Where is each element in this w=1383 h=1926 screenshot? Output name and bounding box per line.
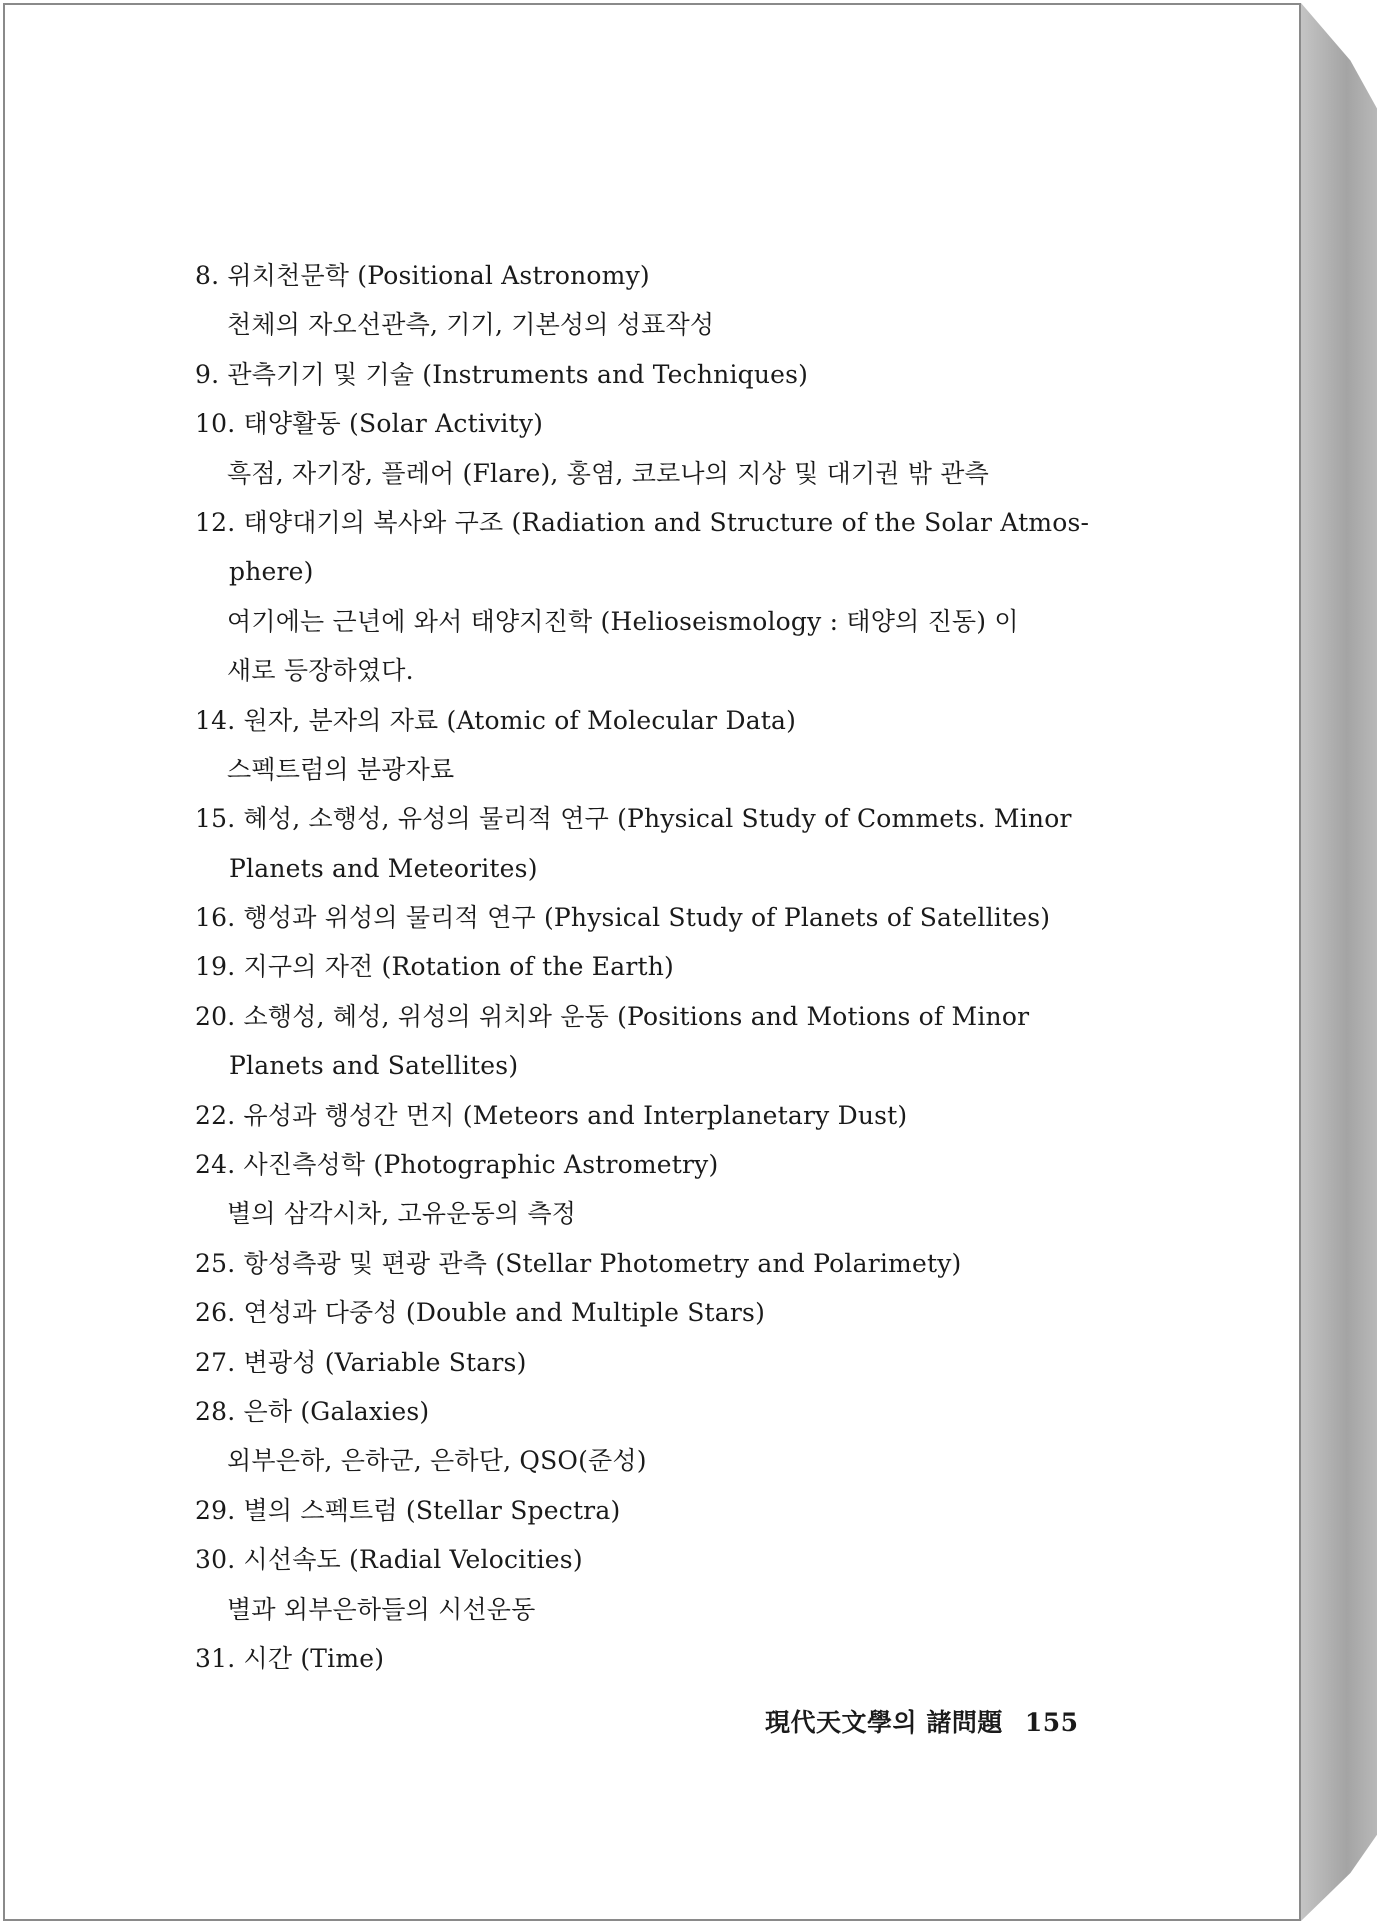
list-item-description: 외부은하, 은하군, 은하단, QSO(준성) [227,1446,647,1476]
list-item-continuation: Planets and Satellites) [229,1051,519,1081]
list-item: 31. 시간 (Time) [195,1643,385,1673]
list-item: 20. 소행성, 혜성, 위성의 위치와 운동 (Positions and Motions of Minor [195,1001,1030,1031]
list-item-description: 흑점, 자기장, 플레어 (Flare), 홍염, 코로나의 지상 및 대기권 밖 관측 [227,458,990,488]
list-item: 27. 변광성 (Variable Stars) [195,1347,527,1377]
running-footer [765,1703,1095,1739]
list-item: 8. 위치천문학 (Positional Astronomy) [195,261,650,290]
list-item-description: 새로 등장하였다. [227,656,414,686]
list-item-continuation: phere) [229,557,314,587]
list-item: 30. 시선속도 (Radial Velocities) [195,1545,583,1575]
list-item-description: 별의 삼각시차, 고유운동의 측정 [227,1199,577,1229]
page-body [195,251,1125,1683]
list-item: 26. 연성과 다중성 (Double and Multiple Stars) [195,1298,766,1328]
list-item: 10. 태양활동 (Solar Activity) [195,409,544,439]
list-item: 28. 은하 (Galaxies) [195,1396,430,1426]
list-item-description: 별과 외부은하들의 시선운동 [227,1594,536,1624]
list-item: 16. 행성과 위성의 물리적 연구 (Physical Study of Planets of Satellites) [195,903,1051,933]
list-item-description: 천체의 자오선관측, 기기, 기본성의 성표작성 [227,310,715,340]
list-item-description: 스펙트럼의 분광자료 [227,754,455,784]
footer-title: 現代天文學의 諸問題 [765,1708,1003,1737]
page-stack-edge [1301,3,1377,1921]
list-item: 24. 사진측성학 (Photographic Astrometry) [195,1150,719,1180]
list-item-description: 여기에는 근년에 와서 태양지진학 (Helioseismology : 태양의 진동) 이 [227,606,1019,636]
book-page [3,3,1301,1921]
list-item: 15. 혜성, 소행성, 유성의 물리적 연구 (Physical Study of Commets. Minor [195,804,1072,834]
page-number: 155 [1024,1708,1079,1737]
list-item-continuation: Planets and Meteorites) [229,853,538,883]
list-item: 22. 유성과 행성간 먼지 (Meteors and Interplanetary Dust) [195,1100,908,1130]
list-item: 12. 태양대기의 복사와 구조 (Radiation and Structure of the Solar Atmos- [195,507,1090,537]
list-item: 14. 원자, 분자의 자료 (Atomic of Molecular Data) [195,705,797,735]
list-item: 25. 항성측광 및 편광 관측 (Stellar Photometry and Polarimety) [195,1248,962,1278]
list-item: 29. 별의 스펙트럼 (Stellar Spectra) [195,1495,621,1525]
list-item: 9. 관측기기 및 기술 (Instruments and Techniques) [195,359,809,389]
list-item: 19. 지구의 자전 (Rotation of the Earth) [195,952,675,982]
